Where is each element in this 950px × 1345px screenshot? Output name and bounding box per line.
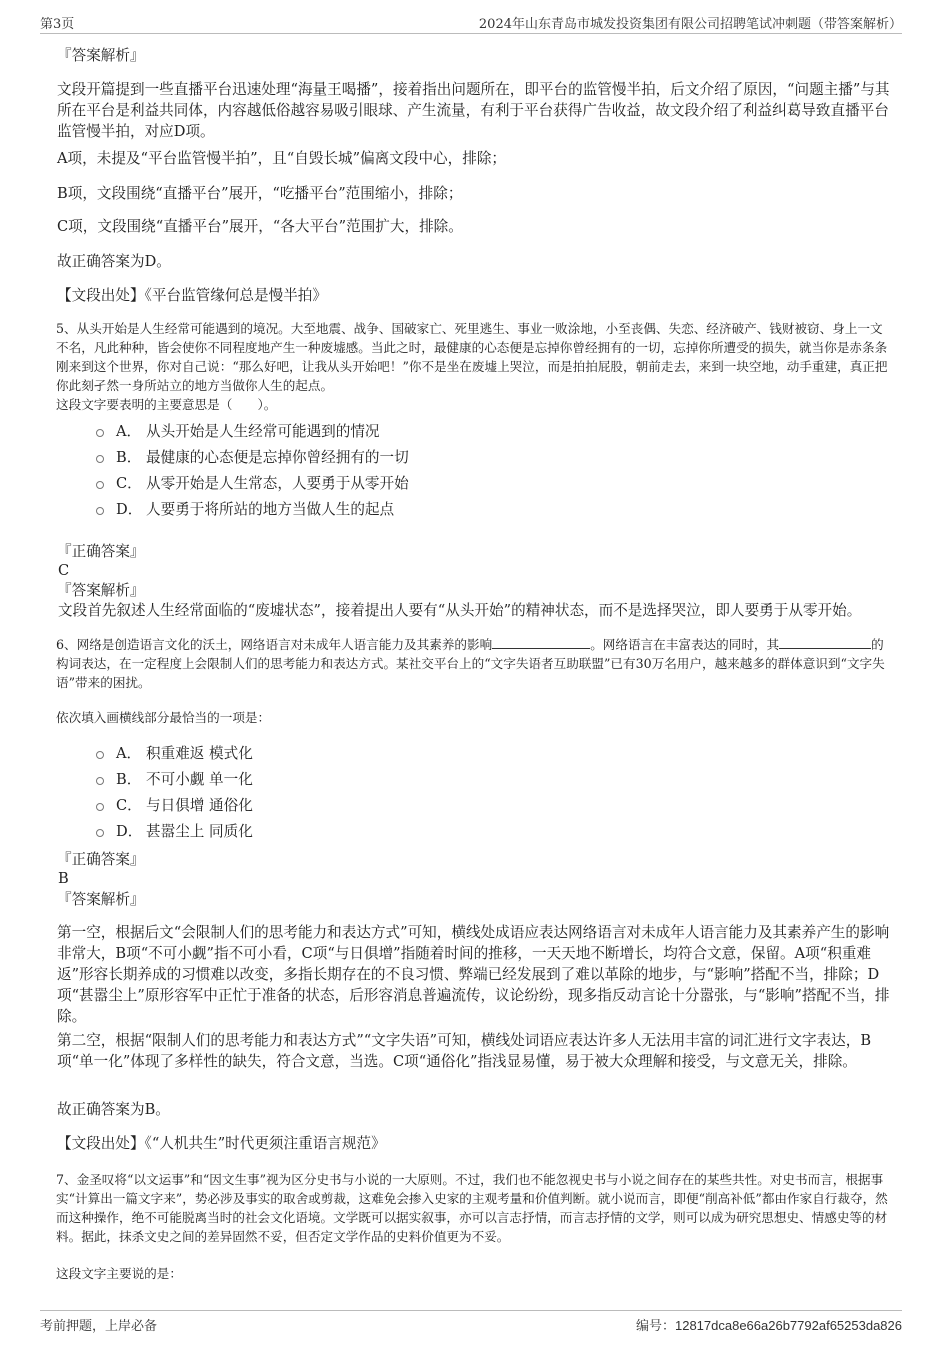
- q4-option-c-analysis: C项，文段围绕“直播平台”展开，“各大平台”范围扩大，排除。: [57, 218, 463, 235]
- q5-option-c[interactable]: [96, 473, 409, 494]
- q6-stem: [56, 635, 894, 692]
- q4-conclusion: 故正确答案为D。: [57, 253, 171, 270]
- q6-blank-1: [492, 636, 590, 649]
- q5-ask: 这段文字要表明的主要意思是（ ）。: [56, 397, 277, 412]
- option-text: 甚嚣尘上 同质化: [146, 823, 253, 840]
- q7-ask: 这段文字主要说的是：: [56, 1266, 182, 1281]
- option-letter: D．: [116, 823, 143, 840]
- page-header: [0, 0, 950, 36]
- option-letter: A．: [116, 423, 142, 440]
- q4-option-b-analysis: B项，文段围绕“直播平台”展开，“吃播平台”范围缩小，排除；: [57, 185, 463, 202]
- page-number: 第3页: [40, 17, 75, 32]
- q5-option-a[interactable]: [96, 421, 380, 442]
- option-letter: C．: [116, 475, 142, 492]
- option-text: 人要勇于将所站的地方当做人生的起点: [146, 501, 395, 518]
- q6-option-b[interactable]: [96, 769, 253, 790]
- radio-icon[interactable]: [96, 777, 104, 785]
- q6-stem-part3: 的构词表达，在一定程度上会限制人们的思考能力和表达方式。某社交平台上的“文字失语者互助联盟”已有30万名用户，越来越多的群体意识到“文字失语”带来的困扰。: [56, 637, 885, 690]
- q6-option-c[interactable]: [96, 795, 253, 816]
- q6-analysis-label: 『答案解析』: [57, 891, 145, 908]
- option-text: 不可小觑 单一化: [146, 771, 253, 788]
- option-letter: C．: [116, 797, 142, 814]
- radio-icon[interactable]: [96, 429, 104, 437]
- code-label: 编号：: [635, 1319, 675, 1334]
- q6-conclusion: 故正确答案为B。: [57, 1101, 170, 1118]
- radio-icon[interactable]: [96, 507, 104, 515]
- radio-icon[interactable]: [96, 455, 104, 463]
- option-text: 从零开始是人生常态，人要勇于从零开始: [146, 475, 409, 492]
- q6-option-a[interactable]: [96, 743, 253, 764]
- radio-icon[interactable]: [96, 829, 104, 837]
- document-code: [636, 1315, 902, 1334]
- q4-source: 【文段出处】《平台监管缘何总是慢半拍》: [57, 287, 327, 304]
- q6-correct-label: 『正确答案』: [57, 851, 145, 868]
- radio-icon[interactable]: [96, 481, 104, 489]
- option-letter: B．: [116, 771, 142, 788]
- q6-correct-answer: B: [58, 870, 69, 887]
- option-text: 积重难返 模式化: [146, 745, 253, 762]
- q5-option-d[interactable]: [96, 499, 394, 520]
- q5-correct-label: 『正确答案』: [57, 543, 145, 560]
- q5-option-b[interactable]: [96, 447, 409, 468]
- q4-analysis: 文段开篇提到一些直播平台迅速处理“海量王喝播”，接着指出问题所在，即平台的监管慢半拍，后文介绍了原因，“问题主播”与其所在平台是利益共同体，内容越低俗越容易吸引眼球、产生流量，有利于平台获得广告收益，故文段介绍了利益纠葛导致直播平台监管慢半拍，对应D项。: [57, 81, 890, 140]
- header-divider: [40, 33, 902, 34]
- option-text: 与日俱增 通俗化: [146, 797, 253, 814]
- footer-divider: [40, 1310, 902, 1311]
- footer-slogan: 考前押题，上岸必备: [40, 1319, 158, 1334]
- option-text: 从头开始是人生经常可能遇到的情况: [146, 423, 380, 440]
- option-text: 最健康的心态便是忘掉你曾经拥有的一切: [146, 449, 409, 466]
- document-title: 2024年山东青岛市城发投资集团有限公司招聘笔试冲刺题（带答案解析）: [478, 17, 902, 32]
- q4-analysis-label: 『答案解析』: [57, 47, 145, 64]
- q7-stem: 7、金圣叹将“以文运事”和“因文生事”视为区分史书与小说的一大原则。不过，我们也不能忽视史书与小说之间存在的某些共性。对史书而言，根据事实“计算出一篇文字来”，势必涉及事实的取舍或剪裁，这难免会掺入史家的主观考量和价值判断。就小说而言，即便“削高补低”都由作家自行裁夺，然而这种操作，绝不可能脱离当时的社会文化语境。文学既可以据实叙事，亦可以言志抒情，而言志抒情的文学，则可以成为研究思想史、情感史等的材料。据此，抹杀文史之间的差异固然不妥，但否定文学作品的史料价值更为不妥。: [56, 1172, 888, 1244]
- radio-icon[interactable]: [96, 803, 104, 811]
- q5-correct-answer: C: [58, 562, 70, 579]
- q6-analysis-second-blank: 第二空，根据“限制人们的思考能力和表达方式”“文字失语”可知，横线处词语应表达许多人无法用丰富的词汇进行文字表达，B项“单一化”体现了多样性的缺失，符合文意，当选。C项“通俗化”指浅显易懂，易于被大众理解和接受，与文意无关，排除。: [57, 1032, 872, 1070]
- radio-icon[interactable]: [96, 751, 104, 759]
- q4-option-a-analysis: A项，未提及“平台监管慢半拍”，且“自毁长城”偏离文段中心，排除；: [57, 150, 507, 167]
- q6-stem-part1: 6、网络是创造语言文化的沃土，网络语言对未成年人语言能力及其素养的影响: [56, 637, 493, 652]
- q6-ask: 依次填入画横线部分最恰当的一项是：: [56, 710, 271, 725]
- q5-analysis-label: 『答案解析』: [57, 582, 145, 599]
- option-letter: A．: [116, 745, 142, 762]
- option-letter: B．: [116, 449, 142, 466]
- q6-blank-2: [779, 636, 871, 649]
- q5-analysis: 文段首先叙述人生经常面临的“废墟状态”，接着提出人要有“从头开始”的精神状态，而不是选择哭泣，即人要勇于从零开始。: [58, 602, 862, 619]
- q6-source: 【文段出处】《“人机共生”时代更须注重语言规范》: [57, 1135, 386, 1152]
- q6-analysis-first-blank: 第一空，根据后文“会限制人们的思考能力和表达方式”可知，横线处成语应表达网络语言对未成年人语言能力及其素养产生的影响非常大，B项“不可小觑”指不可小看，C项“与日俱增”指随着时间的推移，一天天地不断增长，均符合文意，保留。A项“积重难返”形容长期养成的习惯难以改变，多指长期存在的不良习惯、弊端已经发展到了难以革除的地步，与“影响”搭配不当，排除；D项“甚嚣尘上”原形容军中正忙于准备的状态，后形容消息普遍流传，议论纷纷，现多指反动言论十分嚣张，与“影响”搭配不当，排除。: [57, 924, 890, 1025]
- q6-option-d[interactable]: [96, 821, 253, 842]
- code-value: 12817dca8e66a26b7792af65253da826: [674, 1318, 902, 1333]
- q5-stem: 5、从头开始是人生经常可能遇到的境况。大至地震、战争、国破家亡、死里逃生、事业一败涂地，小至丧偶、失恋、经济破产、钱财被窃、身上一文不名，凡此种种，皆会使你不同程度地产生一种废墟感。当此之时，最健康的心态便是忘掉你曾经拥有的一切，忘掉你所遭受的损失，就当你是赤条条刚来到这个世界，你对自己说：“那么好吧，让我从头开始吧！”你不是坐在废墟上哭泣，而是拍拍屁股，朝前走去，来到一块空地，动手重建，真正把你此刻孑然一身所站立的地方当做你人生的起点。: [56, 321, 888, 393]
- option-letter: D．: [116, 501, 143, 518]
- q6-stem-part2: 。网络语言在丰富表达的同时，其: [590, 637, 780, 652]
- page-footer: [0, 1306, 950, 1345]
